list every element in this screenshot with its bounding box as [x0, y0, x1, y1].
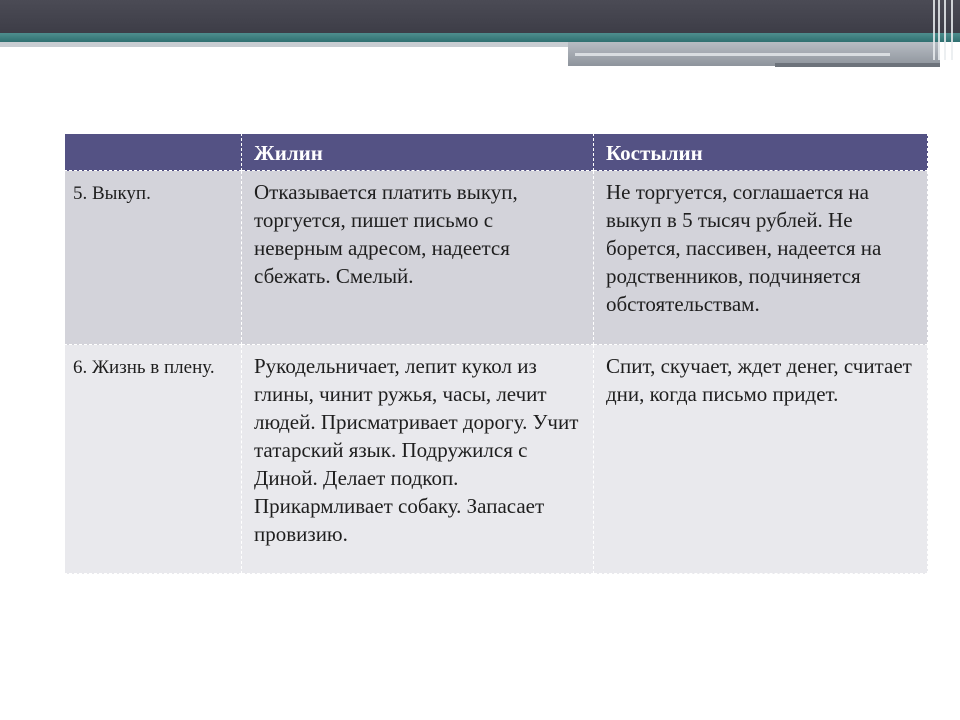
dark-accent-line [775, 63, 940, 67]
decor-vline [944, 0, 946, 60]
table-row [65, 171, 928, 345]
row-label-cell: 6. Жизнь в плену. [65, 345, 242, 574]
teal-accent-bar [0, 33, 960, 42]
top-decor-bar [0, 0, 960, 33]
table-header-row [65, 134, 928, 171]
decor-vline [933, 0, 935, 60]
kostylin-cell: Не торгуется, соглашается на выкуп в 5 тысяч рублей. Не борется, пассивен, надеется на родственников, подчиняется обстоятельствам. [594, 171, 928, 345]
grey-accent-strip [0, 42, 568, 47]
zhilin-cell: Рукодельничает, лепит кукол из глины, чинит ружья, часы, лечит людей. Присматривает дорогу. Учит татарский язык. Подружился с Диной. Делает подкоп. Прикармливает собаку. Запасает провизию. [242, 345, 594, 574]
header-cell-empty [65, 134, 242, 171]
header-cell-zhilin: Жилин [242, 134, 594, 171]
comparison-table [64, 133, 928, 574]
row-label-cell: 5. Выкуп. [65, 171, 242, 345]
table-row [65, 345, 928, 574]
kostylin-cell: Спит, скучает, ждет денег, считает дни, когда письмо придет. [594, 345, 928, 574]
decor-vline [951, 0, 953, 60]
decor-vline [938, 0, 940, 60]
header-cell-kostylin: Костылин [594, 134, 928, 171]
zhilin-cell: Отказывается платить выкуп, торгуется, пишет письмо с неверным адресом, надеется сбежать. Смелый. [242, 171, 594, 345]
light-accent-line [575, 53, 890, 56]
